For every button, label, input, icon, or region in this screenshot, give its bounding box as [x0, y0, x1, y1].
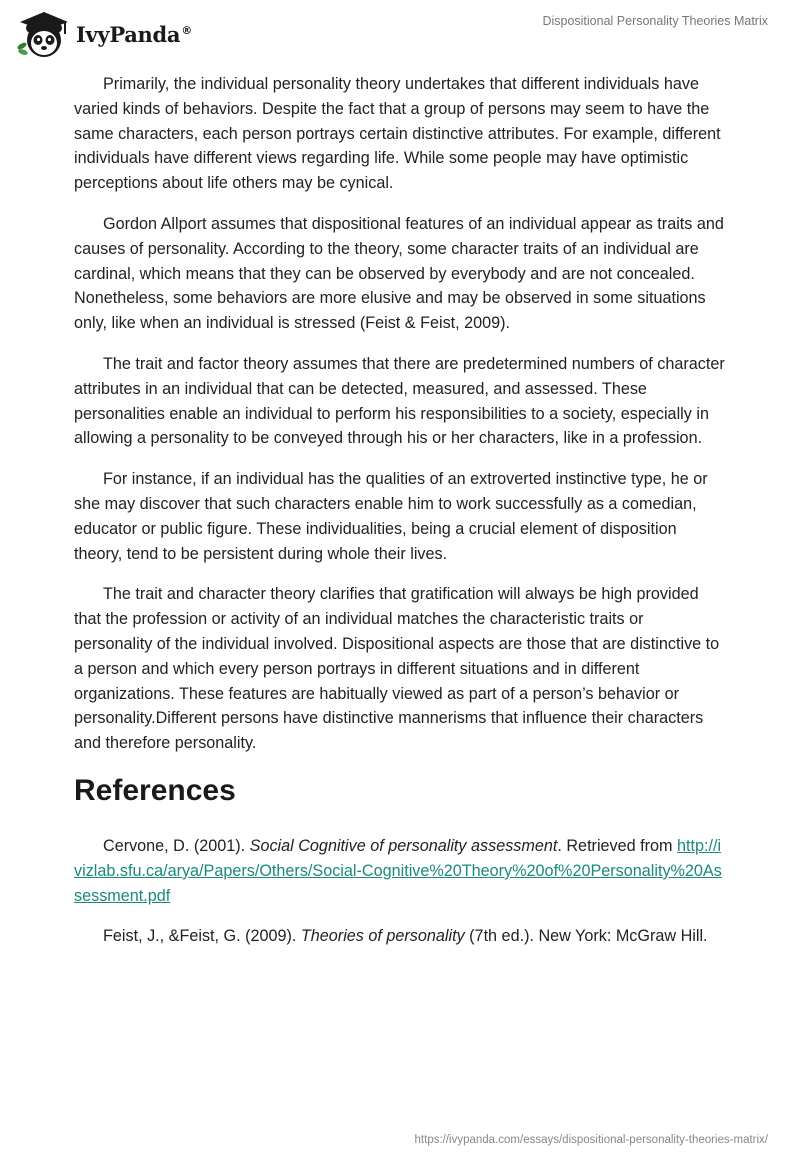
paragraph: Primarily, the individual personality theory undertakes that different individuals have varied kinds of behaviors. Despite the fact that a group of persons may seem to have the same characters, each person portrays certain distinctive attributes. For example, different individuals have different views regarding life. While some people may have optimistic perceptions about life others may be cynical. [74, 75, 721, 193]
reference-suffix: (7th ed.). New York: McGraw Hill. [464, 927, 708, 946]
paragraph: Gordon Allport assumes that dispositional features of an individual appear as traits and causes of personality. According to the theory, some character traits of an individual are cardinal, which means that they can be observed by everybody and are not concealed. Nonetheless, some behaviors are more elusive and may be observed in some situations only, like when an individual is stressed (Feist & Feist, 2009). [74, 214, 724, 333]
paragraph: The trait and factor theory assumes that there are predetermined numbers of character attributes in an individual that can be detected, measured, and assessed. These personalities enable an individual to perform his responsibilities to a society, especially in allowing a personality to be conveyed through his or her characters, like in a profession. [74, 354, 725, 448]
page-header [0, 0, 800, 66]
references-heading: References [74, 773, 236, 807]
reference-item [74, 924, 726, 949]
essay-body [74, 72, 726, 965]
ivypanda-logo[interactable] [14, 8, 192, 60]
reference-suffix: . Retrieved from [557, 836, 678, 855]
reference-authors: Cervone, D. (2001). [103, 836, 250, 855]
footer-url[interactable]: https://ivypanda.com/essays/dispositional-personality-theories-matrix/ [414, 1134, 768, 1146]
reference-link[interactable]: http://ivizlab.sfu.ca/arya/Papers/Others/Social-Cognitive%20Theory%20of%20Personality%20Assessment.pdf [74, 836, 722, 905]
document-title: Dispositional Personality Theories Matrix [542, 14, 768, 28]
reference-title: Social Cognitive of personality assessment [249, 836, 558, 855]
paragraph: For instance, if an individual has the qualities of an extroverted instinctive type, he or she may discover that such characters enable him to work successfully as a comedian, educator or public figure. These individualities, being a crucial element of disposition theory, tend to be persistent during whole their lives. [74, 470, 708, 563]
paragraph: The trait and character theory clarifies that gratification will always be high provided that the profession or activity of an individual matches the characteristic traits or personality of the individual involved. Dispositional aspects are those that are distinctive to a person and which every person portrays in different situations and in different organizations. These features are habitually viewed as part of a person’s behavior or personality.Different persons have distinctive mannerisms that influence their characters and therefore personality. [74, 585, 720, 753]
registered-mark: ® [181, 23, 192, 37]
reference-item [74, 834, 726, 908]
reference-authors: Feist, J., &Feist, G. (2009). [103, 927, 301, 946]
panda-graduate-icon [14, 8, 70, 60]
brand-name: IvyPanda® [76, 21, 192, 47]
reference-title: Theories of personality [300, 927, 465, 946]
